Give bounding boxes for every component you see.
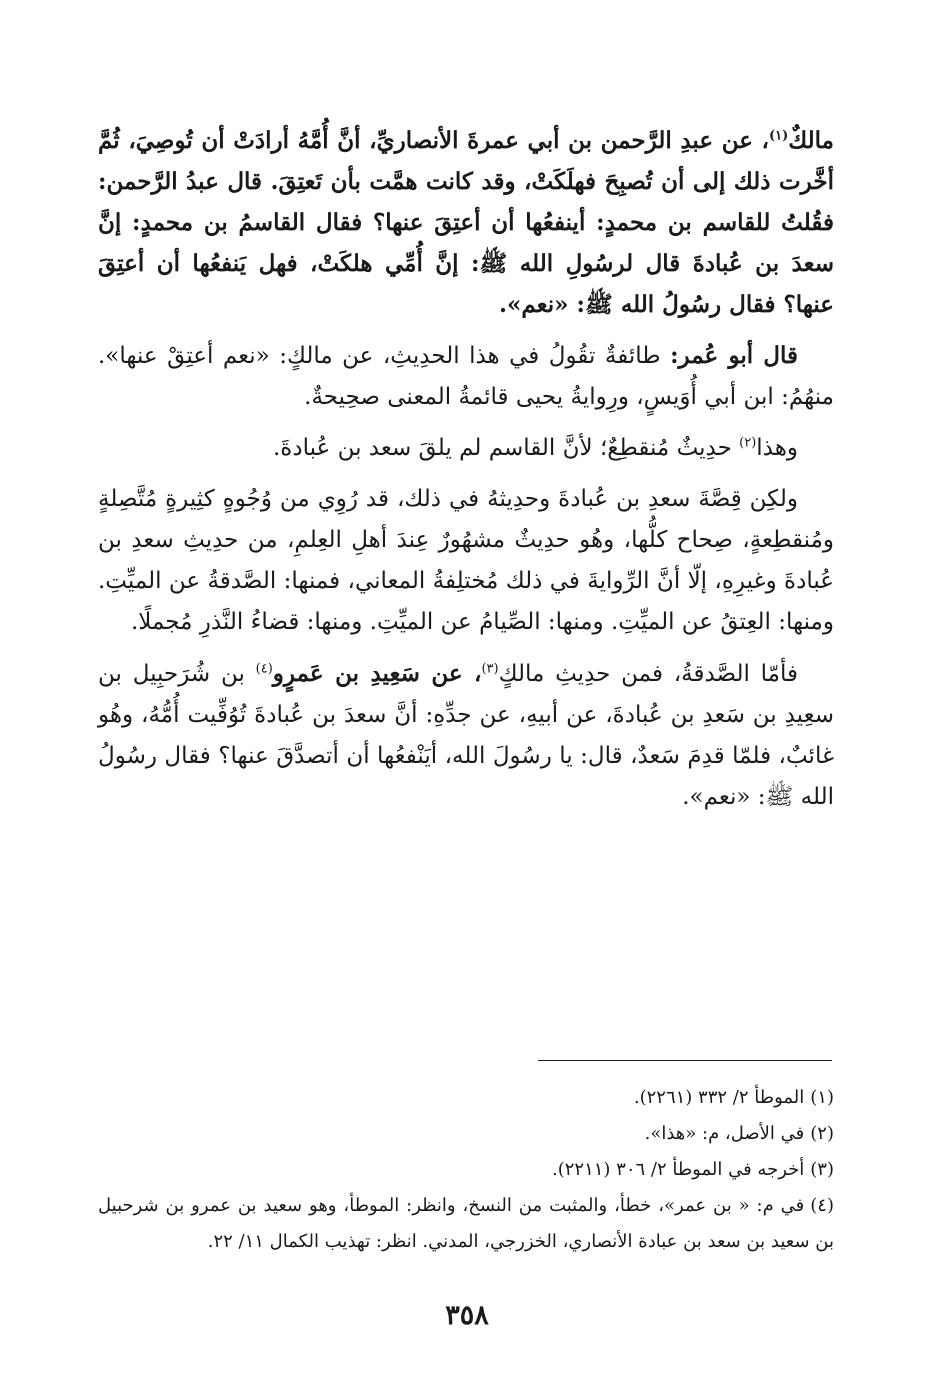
footnote-number: (٣) [810, 1159, 834, 1180]
paragraph-1 [98, 120, 834, 325]
paragraph-3-text: حدِيثٌ مُنقطِعٌ؛ لأنَّ القاسم لم يلقَ سعد بن عُبادةَ. [273, 435, 740, 461]
footnote-divider [538, 1060, 832, 1061]
footnote-text: الموطأ ٢/ ٣٣٢ (٢٢٦١). [633, 1087, 805, 1108]
paragraph-4-text: ولكِن قِصَّةَ سعدِ بن عُبادةَ وحدِيثهُ في ذلك، قد رُوِي من وُجُوهٍ كثِيرةٍ مُتَّصِلةٍ ومُنقطِعةٍ، صِحاح كلُّها، وهُو حدِيثٌ مشهُورٌ عِندَ أهلِ العِلمِ، من حدِيثِ سعدِ بن عُبادةَ وغيرِهِ، إلّا أنَّ الرِّوايةَ في ذلك مُختلِفةُ المعاني، فمنها: الصَّدقةُ عن الميِّتِ. ومنها: العِتقُ عن الميِّتِ. ومنها: الصِّيامُ عن الميِّتِ. ومنها: قضاءُ النَّذرِ مُجملًا. [98, 486, 834, 635]
paragraph-3 [98, 428, 834, 469]
paragraph-2-text: طائفةٌ تقُولُ في هذا الحدِيثِ، عن مالكٍ: «نعم أعتِقْ عنها». منهُمُ: ابن أبي أُوَيسٍ، ورِوايةُ يحيى قائمةُ المعنى صحِيحةٌ. [98, 343, 834, 410]
paragraph-5-mid: ، عن سَعِيدِ بن عَمرٍو [272, 660, 482, 687]
footnote-ref-3[interactable]: (٣) [481, 661, 499, 677]
footnote-4 [98, 1188, 834, 1260]
footnote-text: في الأصل، م: «هذا». [644, 1123, 805, 1144]
footnotes [98, 1080, 834, 1260]
footnote-number: (٢) [810, 1123, 834, 1144]
paragraph-2 [98, 335, 834, 418]
footnote-number: (١) [810, 1087, 834, 1108]
paragraph-5-lead: فأمّا الصَّدقةُ، فمن حدِيثِ مالكٍ [498, 661, 798, 687]
abu-umar-heading: قال أبو عُمر: [670, 342, 799, 369]
footnote-1 [98, 1080, 834, 1116]
paragraph-4 [98, 479, 834, 643]
footnote-ref-2[interactable]: (٢) [739, 435, 757, 451]
footnote-3 [98, 1152, 834, 1188]
footnote-number: (٤) [810, 1195, 834, 1216]
footnote-text: أخرجه في الموطأ ٢/ ٣٠٦ (٢٢١١). [551, 1159, 805, 1180]
narrator-malik: مالكٌ [788, 127, 834, 154]
page-number: ٣٥٨ [445, 1300, 489, 1331]
paragraph-5 [98, 653, 834, 818]
main-text [98, 120, 834, 828]
footnote-text: في م: « بن عمر»، خطأ، والمثبت من النسخ، وانظر: الموطأ، وهو سعيد بن عمرو بن شرحبيل بن سعيد بن سعد بن عبادة الأنصاري، الخزرجي، المدني. انظر: تهذيب الكمال ١١/ ٢٢. [98, 1195, 834, 1252]
paragraph-5-text: بن شُرَحبِيل بن سعِيدِ بن سَعدِ بن عُبادةَ، عن أبيهِ، عن جدِّهِ: أنَّ سعدَ بن عُبادةَ تُوُفِّيت أُمُّهُ، وهُو غائبٌ، فلمّا قدِمَ سَعدٌ، قال: يا رسُولَ الله، أيَنْفعُها أن أتصدَّقَ عنها؟ فقال رسُولُ الله ﷺ: «نعم». [98, 661, 834, 810]
footnote-ref-4[interactable]: (٤) [255, 661, 273, 677]
footnote-ref-1[interactable]: (١) [768, 128, 789, 144]
footnote-2 [98, 1116, 834, 1152]
paragraph-3-lead: وهذا [756, 435, 798, 461]
paragraph-1-text: ، عن عبدِ الرَّحمن بن أبي عمرةَ الأنصاريِّ، أنَّ أُمَّهُ أرادَتْ أن تُوصِيَ، ثُمَّ أخَّرت ذلك إلى أن تُصبِحَ فهلَكَتْ، وقد كانت همَّت بأن تَعتِقَ. قال عبدُ الرَّحمن: فقُلتُ للقاسم بن محمدٍ: أينفعُها أن أعتِقَ عنها؟ فقال القاسمُ بن محمدٍ: إنَّ سعدَ بن عُبادةَ قال لرسُولِ الله ﷺ: إنَّ أُمِّي هلكَتْ، فهل يَنفعُها أن أعتِقَ عنها؟ فقال رسُولُ الله ﷺ: «نعم». [98, 127, 834, 318]
